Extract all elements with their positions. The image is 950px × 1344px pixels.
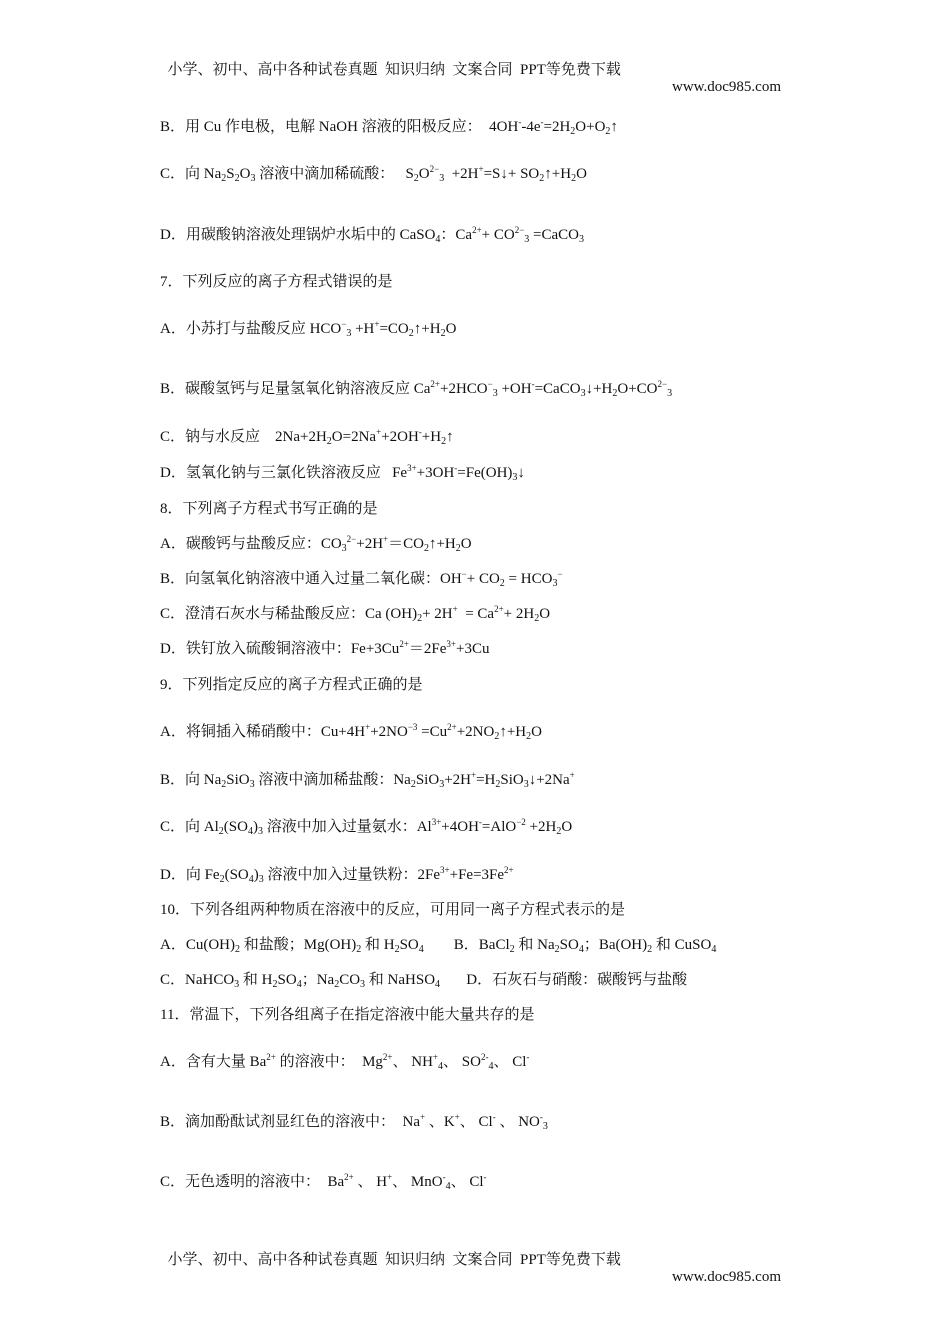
subscript: 3 [341,543,347,554]
answer-option [160,970,687,990]
text-run: =AlO [481,819,517,835]
superscript: + [387,1172,393,1182]
text-run: 、 SO [443,1054,481,1070]
text-run: B．碳酸氢钙与足量氢氧化钠溶液反应 Ca [160,381,431,397]
answer-option [160,1172,487,1192]
text-run: +4OH [441,819,479,835]
text-run: 10．下列各组两种物质在溶液中的反应，可用同一离子方程式表示的是 [160,902,626,918]
superscript: + [452,604,458,614]
subscript: 2 [356,944,362,955]
superscript: - [442,1172,446,1182]
answer-option [160,935,716,955]
text-run: 8．下列离子方程式书写正确的是 [160,501,378,517]
text-run: +H [421,429,442,445]
text-run: A．小苏打与盐酸反应 HCO [160,321,342,337]
text-run: + CO [466,571,500,587]
superscript: −2 [516,817,526,827]
superscript: 2+ [430,379,440,389]
subscript: 2 [417,613,423,624]
text-run: 和 NaHSO [365,972,436,988]
page-header [160,41,782,96]
subscript: 3 [257,826,263,837]
superscript: - [483,1172,487,1182]
text-run: ↑+H [413,321,441,337]
subscript: 3 [439,779,445,790]
text-run: B．用 Cu 作电极，电解 NaOH 溶液的阳极反应： 4OH [160,119,519,135]
answer-option [160,427,454,447]
text-run: +2H [356,536,384,552]
text-run: +2H [444,772,471,788]
text-run: SO [277,972,297,988]
superscript: − [461,569,467,579]
header-site-link[interactable]: www.doc985.com [672,79,782,95]
text-run: ↓+2Na [528,772,570,788]
text-run: D．石灰石与硝酸：碳酸钙与盐酸 [440,972,688,988]
subscript: 2 [219,874,225,885]
text-run: 溶液中滴加稀盐酸：Na [254,772,411,788]
text-run: SiO [500,772,524,788]
superscript: 2- [480,1052,489,1062]
text-run: 、 Cl [493,1054,527,1070]
text-run: ↑+H [428,536,456,552]
footer-site-link[interactable]: www.doc985.com [672,1269,782,1285]
text-run: C．向 Al [160,819,219,835]
superscript: + [376,427,382,437]
text-run: 和 H [239,972,273,988]
answer-option [160,319,456,339]
subscript: 3 [542,1121,548,1132]
text-run: +3OH [416,465,455,481]
text-run: O [445,321,457,337]
text-run: + CO [481,227,515,243]
subscript: 2 [526,731,532,742]
superscript: - [518,117,522,127]
text-run: D．氢氧化钠与三氯化铁溶液反应 Fe [160,465,408,481]
superscript: 2+ [472,225,482,235]
subscript: 2 [571,173,577,184]
subscript: 3 [667,388,673,399]
question-stem [160,675,423,695]
text-run: 、 Cl [459,1114,493,1130]
answer-option [160,117,618,137]
text-run: A．碳酸钙与盐酸反应：CO [160,536,342,552]
text-run: SiO [226,772,250,788]
text-run: 7．下列反应的离子方程式错误的是 [160,274,393,290]
text-run: B．滴加酚酞试剂显红色的溶液中： Na [160,1114,420,1130]
subscript: 2 [394,944,400,955]
text-run: O [561,819,573,835]
subscript: 2 [499,578,505,589]
text-run: D．向 Fe [160,867,220,883]
text-run: ↑+H [544,166,572,182]
answer-option [160,1112,548,1132]
text-run: D．铁钉放入硫酸铜溶液中：Fe+3Cu [160,641,400,657]
superscript: + [454,1112,460,1122]
superscript: −3 [407,722,418,732]
text-run: = HCO [504,571,553,587]
text-run: C．向 Na [160,166,222,182]
text-run: SO [399,937,419,953]
superscript: + [432,1052,438,1062]
subscript: 2 [570,126,576,137]
subscript: 2 [413,173,419,184]
text-run: ↑ [446,429,454,445]
text-run: 溶液中滴加稀硫酸： S [255,166,414,182]
subscript: 2 [647,944,653,955]
superscript: + [420,1112,426,1122]
text-run: O [418,166,430,182]
subscript: 3 [580,388,586,399]
text-run: 溶液中加入过量铁粉：2Fe [263,867,441,883]
subscript: 4 [445,1181,451,1192]
subscript: 3 [492,388,498,399]
superscript: + [383,534,389,544]
subscript: 2 [235,944,240,955]
subscript: 2 [509,944,515,955]
text-run: ↓+H [585,381,613,397]
subscript: 2 [539,173,545,184]
text-run: B．BaCl [423,937,510,953]
text-run: + 2H [503,606,535,622]
subscript: 4 [711,944,717,955]
superscript: 2− [346,534,357,544]
text-run: 、 NO [495,1114,540,1130]
text-run: =Fe(OH) [457,465,513,481]
answer-option [160,379,672,399]
text-run: +2H [444,166,479,182]
subscript: 4 [247,826,253,837]
answer-option [160,817,572,837]
text-run: A．含有大量 Ba [160,1054,267,1070]
subscript: 4 [248,874,254,885]
subscript: 3 [524,234,530,245]
text-run: 、 Cl [450,1174,484,1190]
text-run: =H [476,772,496,788]
superscript: - [492,1112,496,1122]
superscript: + [478,164,484,174]
text-run: =CaCO [534,381,581,397]
text-run: (SO [224,867,249,883]
subscript: 3 [250,173,256,184]
text-run: 、 MnO [392,1174,443,1190]
subscript: 2 [423,543,429,554]
subscript: 2 [272,979,278,990]
text-run: A．Cu(OH) [160,937,235,953]
text-run: ；Na [301,972,335,988]
subscript: 2 [605,126,611,137]
text-run: 、 H [353,1174,388,1190]
text-run: 和 CuSO [652,937,712,953]
text-run: 、K [425,1114,455,1130]
superscript: - [540,117,544,127]
subscript: 2 [612,388,618,399]
text-run: C．无色透明的溶液中： Ba [160,1174,345,1190]
superscript: 3+ [440,865,450,875]
question-stem [160,499,378,519]
superscript: - [418,427,422,437]
text-run: SiO [415,772,440,788]
subscript: 2 [218,826,224,837]
answer-option [160,604,550,624]
subscript: 2 [554,944,560,955]
text-run: SO [559,937,579,953]
text-run: + 2H [422,606,453,622]
text-run: 和盐酸；Mg(OH) [240,937,357,953]
text-run: ＝2Fe [408,641,447,657]
superscript: 3+ [446,639,456,649]
text-run: = Ca [457,606,495,622]
text-run: 溶液中加入过量氨水：Al [262,819,432,835]
text-run: 11．常温下，下列各组离子在指定溶液中能大量共存的是 [160,1007,535,1023]
text-run: D．用碳酸钠溶液处理锅炉水垢中的 CaSO [160,227,436,243]
text-run: +2OH [381,429,419,445]
subscript: 2 [441,436,447,447]
subscript: 4 [418,944,424,955]
subscript: 3 [249,779,255,790]
text-run: +OH [497,381,532,397]
superscript: 2− [657,379,668,389]
text-run: (SO [223,819,248,835]
text-run: =2H [543,119,571,135]
text-run: O+O [575,119,606,135]
text-run: 9．下列指定反应的离子方程式正确的是 [160,677,423,693]
text-run: ↓ [517,465,525,481]
text-run: ；Ba(OH) [583,937,648,953]
subscript: 4 [488,1061,494,1072]
text-run: +2HCO [440,381,488,397]
answer-option [160,865,514,885]
superscript: - [478,817,482,827]
superscript: 2+ [504,865,514,875]
superscript: 3+ [431,817,442,827]
subscript: 2 [408,328,414,339]
answer-option [160,225,584,245]
answer-option [160,722,542,742]
superscript: 2+ [266,1052,276,1062]
text-run: O [539,606,551,622]
subscript: 3 [439,173,445,184]
text-run: CO [339,972,361,988]
superscript: - [539,1112,543,1122]
subscript: 2 [234,173,240,184]
subscript: 2 [221,173,227,184]
text-run: ＝CO [388,536,424,552]
answer-option [160,534,472,554]
answer-option [160,639,489,659]
text-run: +2NO [370,724,408,740]
text-run: O+CO [617,381,658,397]
question-stem [160,272,393,292]
subscript: 2 [440,328,446,339]
subscript: 2 [494,731,500,742]
subscript: 3 [579,234,585,245]
text-run: O [460,536,472,552]
text-run: +3Cu [455,641,490,657]
subscript: 4 [296,979,302,990]
text-run: C．钠与水反应 2Na+2H [160,429,327,445]
subscript: 2 [410,779,416,790]
subscript: 2 [455,543,461,554]
text-run: +2NO [456,724,495,740]
subscript: 2 [556,826,562,837]
text-run: S [226,166,235,182]
subscript: 3 [552,578,558,589]
footer-text: 小学、初中、高中各种试卷真题 知识归纳 文案合同 PPT等免费下载 [167,1252,621,1268]
superscript: 2+ [399,639,409,649]
text-run: B．向 Na [160,772,222,788]
superscript: − [557,569,563,579]
superscript: - [531,379,535,389]
superscript: 3+ [407,463,417,473]
text-run: ：Ca [440,227,473,243]
answer-option [160,1052,529,1072]
superscript: 2+ [344,1172,354,1182]
subscript: 2 [534,613,540,624]
text-run: +Fe=3Fe [449,867,505,883]
text-run: 的溶液中： Mg [275,1054,383,1070]
answer-option [160,770,575,790]
superscript: 2+ [447,722,457,732]
subscript: 2 [326,436,332,447]
text-run: C．NaHCO [160,972,235,988]
superscript: - [526,1052,530,1062]
superscript: − [341,319,347,329]
superscript: 2+ [382,1052,393,1062]
text-run: +H [351,321,375,337]
subscript: 3 [512,472,518,483]
text-run: ) [253,867,259,883]
text-run: =S↓+ SO [483,166,540,182]
superscript: 2− [514,225,525,235]
subscript: 4 [435,234,441,245]
subscript: 3 [360,979,366,990]
header-text: 小学、初中、高中各种试卷真题 知识归纳 文案合同 PPT等免费下载 [167,62,621,78]
text-run: +2H [525,819,557,835]
superscript: 2+ [494,604,504,614]
subscript: 4 [578,944,584,955]
superscript: - [454,463,458,473]
text-run: =CaCO [529,227,580,243]
text-run: =Cu [417,724,448,740]
text-run: =CO [379,321,409,337]
question-stem [160,1005,534,1025]
subscript: 3 [234,979,240,990]
text-run: ↑ [610,119,618,135]
text-run: ) [252,819,258,835]
subscript: 3 [523,779,529,790]
superscript: + [569,770,575,780]
subscript: 3 [346,328,352,339]
text-run: B．向氢氧化钠溶液中通入过量二氧化碳：OH [160,571,462,587]
text-run: O [531,724,542,740]
text-run: O [239,166,251,182]
superscript: + [374,319,380,329]
page-footer [160,1231,782,1286]
text-run: -4e [521,119,541,135]
superscript: + [365,722,371,732]
text-run: A．将铜插入稀硝酸中：Cu+4H [160,724,366,740]
subscript: 2 [495,779,501,790]
text-run: O=2Na [331,429,377,445]
superscript: + [470,770,477,780]
superscript: 2− [429,164,440,174]
answer-option [160,164,587,184]
superscript: − [487,379,493,389]
subscript: 2 [221,779,227,790]
text-run: O [576,166,587,182]
answer-option [160,463,525,483]
text-run: 和 Na [514,937,555,953]
text-run: 和 H [361,937,395,953]
subscript: 4 [435,979,441,990]
text-run: C．澄清石灰水与稀盐酸反应：Ca (OH) [160,606,418,622]
text-run: 、 NH [392,1054,433,1070]
text-run: ↑+H [499,724,527,740]
answer-option [160,569,563,589]
subscript: 3 [258,874,264,885]
question-stem [160,900,625,920]
subscript: 4 [438,1061,443,1072]
subscript: 2 [334,979,340,990]
